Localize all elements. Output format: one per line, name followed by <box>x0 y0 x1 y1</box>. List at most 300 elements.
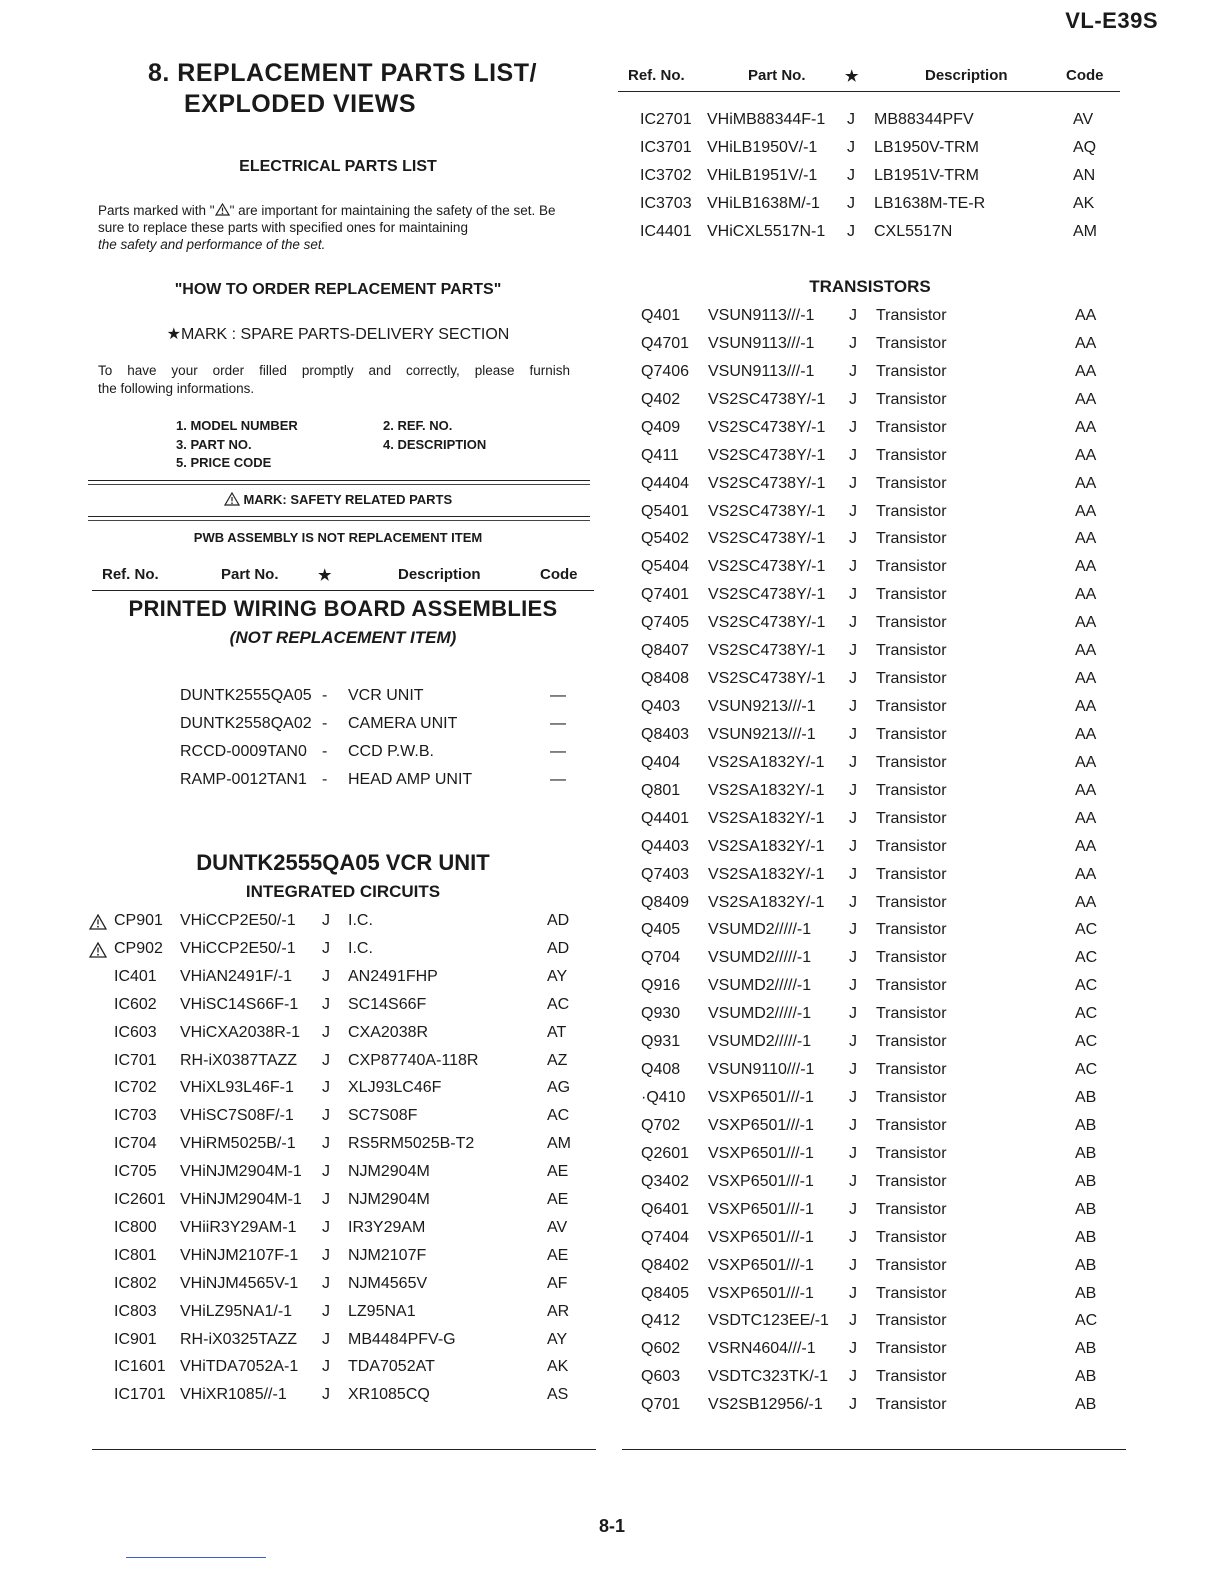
cell-code: AA <box>1075 698 1097 716</box>
cell-part-no: VHiTDA7052A-1 <box>180 1358 299 1376</box>
cell-j: J <box>849 446 857 464</box>
cell-part-no: VS2SC4738Y/-1 <box>708 614 826 632</box>
cell-description: NJM2904M <box>348 1191 430 1208</box>
cell-j: J <box>322 1246 330 1264</box>
cell-j: J <box>849 1144 857 1162</box>
cell-code: AA <box>1075 307 1097 324</box>
bottom-divider <box>92 1449 596 1450</box>
table-row <box>0 782 1224 810</box>
cell-part-no: VSUN9113///-1 <box>708 307 815 324</box>
table-row <box>0 977 1224 1005</box>
cell-ref-no: Q2601 <box>641 1144 690 1162</box>
cell-part-no: VS2SC4738Y/-1 <box>708 642 826 660</box>
cell-part-no: VSUN9113///-1 <box>708 334 815 352</box>
cell-description: Transistor <box>876 1061 947 1079</box>
cell-part-no: VHiMB88344F-1 <box>707 111 826 128</box>
table-row <box>0 586 1224 614</box>
table-row <box>0 1257 1224 1285</box>
footer-line <box>126 1557 266 1558</box>
cell-code: AC <box>1075 921 1098 939</box>
cell-part-no: RH-iX0387TAZZ <box>180 1051 298 1069</box>
cell-j: J <box>849 558 857 576</box>
cell-code: AQ <box>1073 139 1097 156</box>
cell-code: AB <box>1075 1256 1097 1274</box>
header-star: ★ <box>318 567 332 584</box>
safety-mark-text: MARK: SAFETY RELATED PARTS <box>243 492 453 507</box>
table-row <box>0 810 1224 838</box>
cell-j: J <box>849 1228 857 1246</box>
cell-description: Transistor <box>876 921 947 939</box>
table-row <box>0 195 1224 223</box>
cell-description: Transistor <box>876 809 947 827</box>
cell-code: AA <box>1075 530 1097 548</box>
cell-code: AY <box>547 967 568 985</box>
cell-code: AR <box>547 1302 570 1320</box>
order-item-description: 4. DESCRIPTION <box>383 437 487 452</box>
cell-separator: - <box>322 715 328 732</box>
cell-code: AB <box>1075 1228 1097 1246</box>
cell-j: J <box>322 1051 330 1069</box>
cell-ref-no: Q6401 <box>641 1200 690 1218</box>
cell-code: AC <box>1075 1033 1098 1051</box>
cell-ref-no: Q8402 <box>641 1256 690 1274</box>
cell-part-no: VHiNJM2904M-1 <box>180 1191 302 1208</box>
cell-j: J <box>849 1005 857 1023</box>
cell-part-no: VHiSC7S08F/-1 <box>180 1107 294 1125</box>
cell-code: AA <box>1075 446 1097 464</box>
cell-code: AB <box>1075 1089 1097 1107</box>
cell-j: J <box>849 1312 857 1330</box>
cell-part-no: VHiLB1951V/-1 <box>707 167 818 184</box>
cell-j: J <box>849 390 857 408</box>
cell-code: AA <box>1075 837 1097 855</box>
table-row <box>0 1033 1224 1061</box>
cell-j: J <box>849 502 857 520</box>
cell-part-no: VS2SC4738Y/-1 <box>708 586 826 604</box>
cell-code: AE <box>547 1191 569 1208</box>
cell-code: AA <box>1075 642 1097 660</box>
table-row <box>0 1229 1224 1257</box>
cell-j: J <box>849 586 857 604</box>
cell-part-no: VHiLB1950V/-1 <box>707 139 818 156</box>
cell-ref-no: Q7405 <box>641 614 690 632</box>
cell-description: I.C. <box>348 912 373 929</box>
cell-ref-no: Q5402 <box>641 530 690 548</box>
cell-code: AB <box>1075 1116 1097 1134</box>
table-row <box>0 1340 1224 1368</box>
cell-code: AV <box>547 1218 568 1236</box>
cell-ref-no: Q409 <box>641 418 681 436</box>
cell-j: J <box>849 1089 857 1107</box>
cell-j: J <box>322 1191 330 1208</box>
pwb-assemblies-title: PRINTED WIRING BOARD ASSEMBLIES <box>128 596 558 621</box>
cell-ref-no: Q408 <box>641 1061 681 1079</box>
cell-code: AA <box>1075 474 1097 492</box>
cell-code: — <box>550 687 566 704</box>
cell-part-no: RAMP-0012TAN1 <box>180 771 307 788</box>
bottom-divider <box>622 1449 1126 1450</box>
cell-description: CCD P.W.B. <box>348 743 434 760</box>
cell-j: J <box>849 334 857 352</box>
cell-description: Transistor <box>876 1144 947 1162</box>
cell-j: J <box>847 111 855 128</box>
cell-j: J <box>849 530 857 548</box>
cell-ref-no: IC2701 <box>640 111 692 128</box>
cell-code: AA <box>1075 781 1097 799</box>
cell-code: AK <box>547 1358 569 1376</box>
cell-ref-no: Q916 <box>641 977 681 995</box>
cell-j: J <box>849 921 857 939</box>
pwb-note: PWB ASSEMBLY IS NOT REPLACEMENT ITEM <box>193 530 483 545</box>
cell-ref-no: Q702 <box>641 1116 681 1134</box>
cell-j: J <box>322 1163 330 1181</box>
header-description: Description <box>398 566 481 583</box>
header-underline <box>618 91 1120 92</box>
cell-part-no: VSXP6501///-1 <box>708 1256 814 1274</box>
cell-code: AM <box>547 1135 571 1153</box>
cell-part-no: VS2SB12956/-1 <box>708 1396 823 1414</box>
safety-note-part-1: Parts marked with " <box>98 203 215 218</box>
cell-code: AA <box>1075 502 1097 520</box>
section-title-line-1: 8. REPLACEMENT PARTS LIST/ <box>148 59 537 87</box>
cell-ref-no: Q7404 <box>641 1228 690 1246</box>
cell-part-no: VSXP6501///-1 <box>708 1089 814 1107</box>
cell-part-no: VSXP6501///-1 <box>708 1200 814 1218</box>
cell-code: AE <box>547 1246 569 1264</box>
cell-code: AD <box>547 912 570 929</box>
cell-j: J <box>849 1061 857 1079</box>
table-row <box>0 866 1224 894</box>
cell-ref-no: Q5401 <box>641 502 690 520</box>
cell-code: AC <box>547 1107 570 1125</box>
cell-j: J <box>849 307 857 324</box>
cell-code: AA <box>1075 390 1097 408</box>
cell-part-no: VSXP6501///-1 <box>708 1284 814 1302</box>
cell-j: J <box>322 1107 330 1125</box>
cell-code: AV <box>1073 111 1094 128</box>
cell-part-no: VHiXR1085//-1 <box>180 1386 287 1404</box>
table-row <box>0 223 1224 251</box>
cell-part-no: VHiCCP2E50/-1 <box>180 939 296 957</box>
cell-j: J <box>849 698 857 716</box>
cell-description: LZ95NA1 <box>348 1302 416 1320</box>
header-code: Code <box>1066 67 1104 84</box>
cell-ref-no: Q8403 <box>641 725 690 743</box>
cell-description: Transistor <box>876 698 947 716</box>
cell-code: AG <box>547 1079 571 1097</box>
cell-description: Transistor <box>876 307 947 324</box>
cell-part-no: VSUN9213///-1 <box>708 725 816 743</box>
cell-j: J <box>322 1330 330 1348</box>
cell-ref-no: CP902 <box>114 939 163 957</box>
cell-ref-no: Q7403 <box>641 865 690 883</box>
table-row <box>0 419 1224 447</box>
cell-description: IR3Y29AM <box>348 1218 426 1236</box>
cell-code: — <box>550 715 566 732</box>
cell-description: CXL5517N <box>874 223 953 240</box>
cell-ref-no: Q412 <box>641 1312 681 1330</box>
cell-part-no: VSUMD2/////-1 <box>708 977 812 995</box>
cell-description: Transistor <box>876 781 947 799</box>
cell-code: AB <box>1075 1144 1097 1162</box>
table-row <box>0 1201 1224 1229</box>
cell-code: AE <box>547 1163 569 1181</box>
cell-description: Transistor <box>876 362 947 380</box>
cell-ref-no: Q930 <box>641 1005 681 1023</box>
cell-code: AA <box>1075 418 1097 436</box>
cell-description: SC7S08F <box>348 1107 418 1125</box>
cell-ref-no: IC401 <box>114 967 157 985</box>
cell-code: AC <box>1075 1061 1098 1079</box>
cell-j: J <box>849 362 857 380</box>
cell-part-no: VSXP6501///-1 <box>708 1172 814 1190</box>
cell-j: J <box>849 474 857 492</box>
cell-part-no: VSUN9110///-1 <box>708 1061 815 1079</box>
header-code: Code <box>540 566 578 583</box>
cell-code: — <box>550 771 566 788</box>
cell-ref-no: ·Q410 <box>641 1089 686 1107</box>
table-row <box>0 838 1224 866</box>
cell-part-no: VSRN4604///-1 <box>708 1340 816 1358</box>
cell-description: Transistor <box>876 1200 947 1218</box>
table-row <box>0 1089 1224 1117</box>
cell-j: J <box>849 642 857 660</box>
cell-part-no: VS2SA1832Y/-1 <box>708 809 825 827</box>
cell-separator: - <box>322 687 328 704</box>
transistors-title: TRANSISTORS <box>809 277 931 296</box>
cell-description: LB1951V-TRM <box>874 167 979 184</box>
cell-j: J <box>849 1200 857 1218</box>
order-item-price: 5. PRICE CODE <box>176 455 272 470</box>
cell-j: J <box>849 1172 857 1190</box>
cell-code: AC <box>1075 1312 1098 1330</box>
table-row <box>0 894 1224 922</box>
cell-j: J <box>849 1396 857 1414</box>
cell-j: J <box>849 1116 857 1134</box>
cell-ref-no: Q4404 <box>641 474 690 492</box>
cell-ref-no: Q8405 <box>641 1284 690 1302</box>
safety-note-part-2: " are important for maintaining the safety of the set. Be sure to replace these parts with specified ones for maintaining <box>98 203 556 235</box>
table-row <box>0 307 1224 335</box>
cell-part-no: VSUMD2/////-1 <box>708 1033 812 1051</box>
cell-ref-no: IC3702 <box>640 167 692 184</box>
cell-description: Transistor <box>876 1033 947 1051</box>
table-row <box>0 363 1224 391</box>
cell-ref-no: IC4401 <box>640 223 692 240</box>
model-number: VL-E39S <box>1065 8 1158 33</box>
cell-description: Transistor <box>876 865 947 883</box>
cell-ref-no: Q411 <box>641 446 679 464</box>
cell-j: J <box>849 1284 857 1302</box>
table-row <box>0 503 1224 531</box>
cell-part-no: VS2SC4738Y/-1 <box>708 502 826 520</box>
cell-ref-no: IC705 <box>114 1163 157 1181</box>
cell-part-no: VSXP6501///-1 <box>708 1228 814 1246</box>
cell-code: AA <box>1075 334 1097 352</box>
cell-description: Transistor <box>876 949 947 967</box>
table-row <box>0 475 1224 503</box>
cell-ref-no: Q931 <box>641 1033 681 1051</box>
cell-ref-no: IC2601 <box>114 1191 166 1208</box>
cell-part-no: DUNTK2558QA02 <box>180 715 312 732</box>
cell-ref-no: IC802 <box>114 1274 157 1292</box>
cell-description: CXP87740A-118R <box>348 1051 479 1069</box>
cell-description: Transistor <box>876 614 947 632</box>
cell-j: J <box>849 865 857 883</box>
cell-code: AF <box>547 1274 568 1292</box>
cell-description: Transistor <box>876 1256 947 1274</box>
cell-description: Transistor <box>876 1005 947 1023</box>
cell-part-no: VS2SC4738Y/-1 <box>708 670 826 688</box>
cell-description: Transistor <box>876 530 947 548</box>
table-row <box>0 335 1224 363</box>
cell-ref-no: Q7401 <box>641 586 690 604</box>
header-description: Description <box>925 67 1008 84</box>
cell-part-no: VS2SA1832Y/-1 <box>708 865 825 883</box>
cell-j: J <box>849 1033 857 1051</box>
cell-ref-no: IC704 <box>114 1135 157 1153</box>
cell-code: AN <box>1073 167 1096 184</box>
table-row <box>0 1061 1224 1089</box>
cell-description: NJM2904M <box>348 1163 430 1181</box>
cell-code: AA <box>1075 865 1097 883</box>
table-row <box>0 1173 1224 1201</box>
cell-code: AA <box>1075 893 1097 911</box>
cell-ref-no: Q4701 <box>641 334 690 352</box>
cell-description: Transistor <box>876 502 947 520</box>
cell-part-no: VSUMD2/////-1 <box>708 949 812 967</box>
integrated-circuits-title: INTEGRATED CIRCUITS <box>245 882 441 901</box>
cell-j: J <box>847 223 855 240</box>
page-number: 8-1 <box>598 1516 625 1536</box>
cell-description: Transistor <box>876 390 947 408</box>
cell-part-no: VS2SC4738Y/-1 <box>708 418 826 436</box>
cell-ref-no: IC803 <box>114 1302 157 1320</box>
cell-code: AC <box>547 995 570 1013</box>
cell-part-no: VHiLZ95NA1/-1 <box>180 1302 293 1320</box>
section-title-line-2: EXPLODED VIEWS <box>184 90 417 118</box>
cell-ref-no: Q602 <box>641 1340 681 1358</box>
table-row <box>0 1368 1224 1396</box>
table-row <box>0 558 1224 586</box>
cell-code: AC <box>1075 977 1098 995</box>
cell-description: Transistor <box>876 1172 947 1190</box>
cell-part-no: VS2SC4738Y/-1 <box>708 390 826 408</box>
cell-j: J <box>849 977 857 995</box>
table-row <box>0 1312 1224 1340</box>
cell-description: Transistor <box>876 1089 947 1107</box>
header-star: ★ <box>845 68 859 85</box>
cell-part-no: VS2SC4738Y/-1 <box>708 446 826 464</box>
cell-part-no: VHiSC14S66F-1 <box>180 995 299 1013</box>
how-to-order-heading: "HOW TO ORDER REPLACEMENT PARTS" <box>174 281 502 298</box>
cell-description: Transistor <box>876 1396 947 1414</box>
cell-part-no: VS2SA1832Y/-1 <box>708 837 825 855</box>
cell-j: J <box>847 195 855 212</box>
order-instructions-line-2: the following informations. <box>98 381 255 396</box>
cell-code: AK <box>1073 195 1095 212</box>
cell-description: VCR UNIT <box>348 687 424 704</box>
header-part-no: Part No. <box>221 566 279 583</box>
cell-j: J <box>849 725 857 743</box>
cell-ref-no: Q704 <box>641 949 681 967</box>
pwb-assemblies-subtitle: (NOT REPLACEMENT ITEM) <box>229 628 457 647</box>
cell-code: AC <box>1075 1005 1098 1023</box>
cell-code: AA <box>1075 362 1097 380</box>
cell-ref-no: Q4401 <box>641 809 690 827</box>
table-row <box>0 391 1224 419</box>
cell-part-no: VHiNJM2107F-1 <box>180 1246 299 1264</box>
cell-code: — <box>550 743 566 760</box>
cell-description: Transistor <box>876 893 947 911</box>
cell-ref-no: IC1701 <box>114 1386 166 1404</box>
cell-separator: - <box>322 743 328 760</box>
cell-part-no: VSDTC123EE/-1 <box>708 1312 829 1330</box>
order-item-model: 1. MODEL NUMBER <box>176 418 298 433</box>
cell-j: J <box>322 995 330 1013</box>
cell-ref-no: Q8409 <box>641 893 690 911</box>
cell-description: CXA2038R <box>348 1023 429 1041</box>
cell-code: AA <box>1075 753 1097 771</box>
table-row <box>0 447 1224 475</box>
cell-description: LB1638M-TE-R <box>874 195 986 212</box>
cell-j: J <box>849 837 857 855</box>
cell-code: AA <box>1075 586 1097 604</box>
cell-part-no: VSUMD2/////-1 <box>708 921 812 939</box>
table-row <box>0 530 1224 558</box>
cell-ref-no: CP901 <box>114 912 163 929</box>
cell-code: AA <box>1075 670 1097 688</box>
safety-note-part-3: the safety and performance of the set. <box>98 237 326 252</box>
cell-ref-no: IC3703 <box>640 195 692 212</box>
electrical-parts-list-heading: ELECTRICAL PARTS LIST <box>239 158 437 175</box>
cell-code: AS <box>547 1386 569 1404</box>
cell-description: NJM4565V <box>348 1274 428 1292</box>
cell-description: Transistor <box>876 725 947 743</box>
cell-j: J <box>322 1386 330 1404</box>
cell-j: J <box>849 893 857 911</box>
table-row <box>0 614 1224 642</box>
cell-description: Transistor <box>876 474 947 492</box>
cell-j: J <box>322 1079 330 1097</box>
cell-j: J <box>849 614 857 632</box>
cell-part-no: VHiiR3Y29AM-1 <box>180 1218 297 1236</box>
cell-description: XR1085CQ <box>348 1386 430 1404</box>
cell-ref-no: IC3701 <box>640 139 692 156</box>
cell-description: Transistor <box>876 1228 947 1246</box>
cell-ref-no: Q701 <box>641 1396 681 1414</box>
cell-description: CAMERA UNIT <box>348 715 458 732</box>
table-row <box>0 167 1224 195</box>
cell-ref-no: Q403 <box>641 698 681 716</box>
cell-j: J <box>322 1135 330 1153</box>
cell-ref-no: Q801 <box>641 781 681 799</box>
cell-j: J <box>322 1218 330 1236</box>
cell-description: Transistor <box>876 446 947 464</box>
cell-ref-no: IC901 <box>114 1330 157 1348</box>
table-row <box>0 726 1224 754</box>
cell-ref-no: Q405 <box>641 921 681 939</box>
cell-description: MB4484PFV-G <box>348 1330 456 1348</box>
cell-ref-no: IC702 <box>114 1079 157 1097</box>
cell-j: J <box>322 939 330 957</box>
cell-j: J <box>849 670 857 688</box>
cell-code: AA <box>1075 725 1097 743</box>
cell-separator: - <box>322 771 328 788</box>
cell-description: I.C. <box>348 939 373 957</box>
table-row <box>0 642 1224 670</box>
cell-ref-no: IC603 <box>114 1023 157 1041</box>
